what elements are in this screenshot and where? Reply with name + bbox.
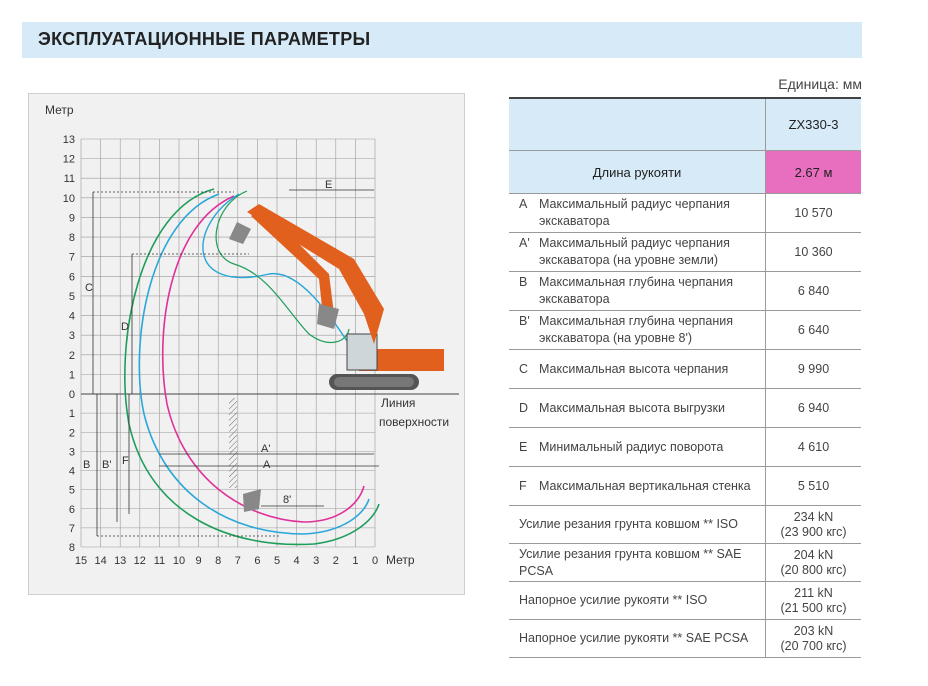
force-value: 234 kN: [793, 509, 834, 524]
y-tick-label: 2: [68, 427, 75, 440]
label-B: B: [83, 459, 91, 471]
y-tick-label: 4: [68, 310, 75, 323]
y-tick-label: 1: [68, 408, 75, 421]
y-tick-label: 7: [68, 522, 75, 535]
section-header: [22, 22, 862, 58]
force-value-kgf: (21 500 кгс): [780, 600, 847, 615]
axis-ticks: [63, 134, 378, 567]
row-label: Максимальная высота черпания: [539, 361, 729, 376]
y-tick-label: 12: [62, 153, 75, 166]
table-row: [509, 311, 861, 350]
x-tick-label: 0: [371, 555, 379, 567]
row-label-cell: [509, 389, 766, 428]
label-E: E: [325, 179, 333, 191]
x-tick-label: 3: [313, 555, 320, 567]
row-label-cell: [509, 350, 766, 389]
x-axis-title: Метр: [386, 553, 415, 567]
x-tick-label: 6: [254, 555, 261, 567]
force-value: 204 kN: [793, 547, 834, 562]
force-label: Усилие резания грунта ковшом ** SAE PCSA: [519, 546, 742, 578]
label-D: D: [121, 321, 129, 333]
section-title: ЭКСПЛУАТАЦИОННЫЕ ПАРАМЕТРЫ: [38, 29, 371, 49]
row-label: Максимальная вертикальная стенка: [539, 478, 751, 493]
row-value: 10 570: [766, 194, 862, 233]
x-tick-label: 11: [153, 555, 166, 567]
row-value: 6 840: [766, 272, 862, 311]
label-B-prime: B': [102, 459, 112, 471]
force-label-cell: [509, 620, 766, 658]
x-tick-label: 9: [195, 555, 202, 567]
x-tick-label: 14: [94, 555, 107, 567]
bucket-deep: [243, 489, 261, 512]
x-tick-label: 12: [133, 555, 146, 567]
row-label-cell: [509, 233, 766, 272]
label-8-prime: 8': [283, 494, 292, 506]
y-tick-label: 10: [62, 192, 75, 205]
units-label: Единица: мм: [778, 76, 862, 92]
force-label: Усилие резания грунта ковшом ** ISO: [519, 517, 738, 531]
row-letter: A: [519, 197, 528, 211]
force-value-kgf: (20 700 кгс): [780, 638, 847, 653]
x-tick-label: 2: [332, 555, 339, 567]
arm-length-label: Длина рукояти: [509, 151, 766, 194]
specs-table: [509, 97, 861, 658]
row-letter: B: [519, 275, 528, 289]
row-label-cell: [509, 272, 766, 311]
row-letter: B': [519, 314, 530, 328]
envelope-blue-outer: [139, 194, 369, 534]
row-value: 6 640: [766, 311, 862, 350]
working-range-diagram: [28, 93, 465, 595]
row-label-cell: [509, 311, 766, 350]
row-label: Максимальный радиус черпания экскаватора: [539, 197, 730, 228]
row-value: 6 940: [766, 389, 862, 428]
model-name: ZX330-3: [766, 98, 862, 151]
x-tick-label: 5: [273, 555, 281, 567]
row-label-cell: [509, 467, 766, 506]
table-header-row: [509, 98, 861, 151]
y-tick-label: 11: [63, 173, 75, 186]
table-row: [509, 194, 861, 233]
vertical-wall: [229, 398, 237, 488]
table-row: [509, 233, 861, 272]
x-tick-label: 1: [352, 555, 359, 567]
bucket-high: [229, 222, 251, 244]
ground-label-line1: Линия: [381, 396, 416, 410]
row-value: 4 610: [766, 428, 862, 467]
envelope-magenta: [163, 196, 364, 522]
y-tick-label: 2: [68, 349, 75, 362]
y-tick-label: 3: [68, 330, 75, 343]
force-value-cell: [766, 506, 862, 544]
force-value-kgf: (23 900 кгс): [780, 524, 847, 539]
force-label-cell: [509, 506, 766, 544]
y-tick-label: 8: [68, 232, 75, 245]
y-tick-label: 5: [68, 484, 75, 497]
row-letter: E: [519, 439, 528, 454]
row-letter: A': [519, 236, 530, 250]
row-label: Минимальный радиус поворота: [539, 439, 724, 454]
arm-length-row: [509, 151, 861, 194]
x-tick-label: 4: [293, 555, 300, 567]
row-value: 10 360: [766, 233, 862, 272]
row-label: Максимальный радиус черпания экскаватора (на уровне земли): [539, 236, 730, 267]
row-value: 5 510: [766, 467, 862, 506]
y-tick-label: 0: [68, 389, 75, 401]
label-C: C: [85, 282, 93, 294]
row-label: Максимальная глубина черпания экскаватора (на уровне 8'): [539, 314, 734, 345]
table-row: [509, 428, 861, 467]
label-A: A: [263, 459, 271, 471]
force-value-cell: [766, 620, 862, 658]
table-row: [509, 467, 861, 506]
force-label-cell: [509, 544, 766, 582]
row-value: 9 990: [766, 350, 862, 389]
force-row: [509, 544, 861, 582]
table-header-blank: [509, 98, 766, 151]
force-row: [509, 582, 861, 620]
row-letter: C: [519, 361, 529, 376]
force-label: Напорное усилие рукояти ** SAE PCSA: [519, 631, 749, 645]
excavator-machine: [229, 204, 444, 390]
row-label-cell: [509, 194, 766, 233]
force-label-cell: [509, 582, 766, 620]
y-tick-label: 13: [62, 134, 75, 146]
arm: [251, 206, 334, 316]
working-range-svg: [29, 94, 464, 594]
y-tick-label: 4: [68, 465, 75, 478]
force-label: Напорное усилие рукояти ** ISO: [519, 593, 708, 607]
y-tick-label: 6: [68, 271, 75, 284]
table-row: [509, 389, 861, 428]
force-value-kgf: (20 800 кгс): [780, 562, 847, 577]
table-row: [509, 350, 861, 389]
force-row: [509, 506, 861, 544]
force-value: 203 kN: [793, 623, 834, 638]
row-letter: F: [519, 478, 527, 493]
force-value-cell: [766, 582, 862, 620]
label-A-prime: A': [261, 443, 271, 455]
row-label: Максимальная высота выгрузки: [539, 400, 725, 415]
label-F: F: [122, 455, 129, 467]
y-tick-label: 5: [68, 290, 75, 303]
y-tick-label: 3: [68, 446, 75, 459]
y-tick-label: 8: [68, 542, 75, 554]
x-tick-label: 7: [234, 555, 241, 567]
row-letter: D: [519, 400, 529, 415]
arm-length-value: 2.67 м: [766, 151, 862, 194]
y-tick-label: 9: [68, 212, 75, 225]
row-label-cell: [509, 428, 766, 467]
y-tick-label: 6: [68, 503, 75, 516]
ground-label-line2: поверхности: [379, 415, 450, 429]
force-value: 211 kN: [794, 585, 833, 600]
x-tick-label: 10: [172, 555, 186, 567]
force-row: [509, 620, 861, 658]
y-tick-label: 1: [68, 369, 75, 382]
y-tick-label: 7: [68, 251, 75, 264]
row-label: Максимальная глубина черпания экскаватора: [539, 275, 734, 306]
y-axis-title: Метр: [45, 103, 74, 117]
table-row: [509, 272, 861, 311]
x-tick-label: 8: [215, 555, 222, 567]
force-value-cell: [766, 544, 862, 582]
x-tick-label: 15: [74, 555, 88, 567]
x-tick-label: 13: [114, 555, 127, 567]
